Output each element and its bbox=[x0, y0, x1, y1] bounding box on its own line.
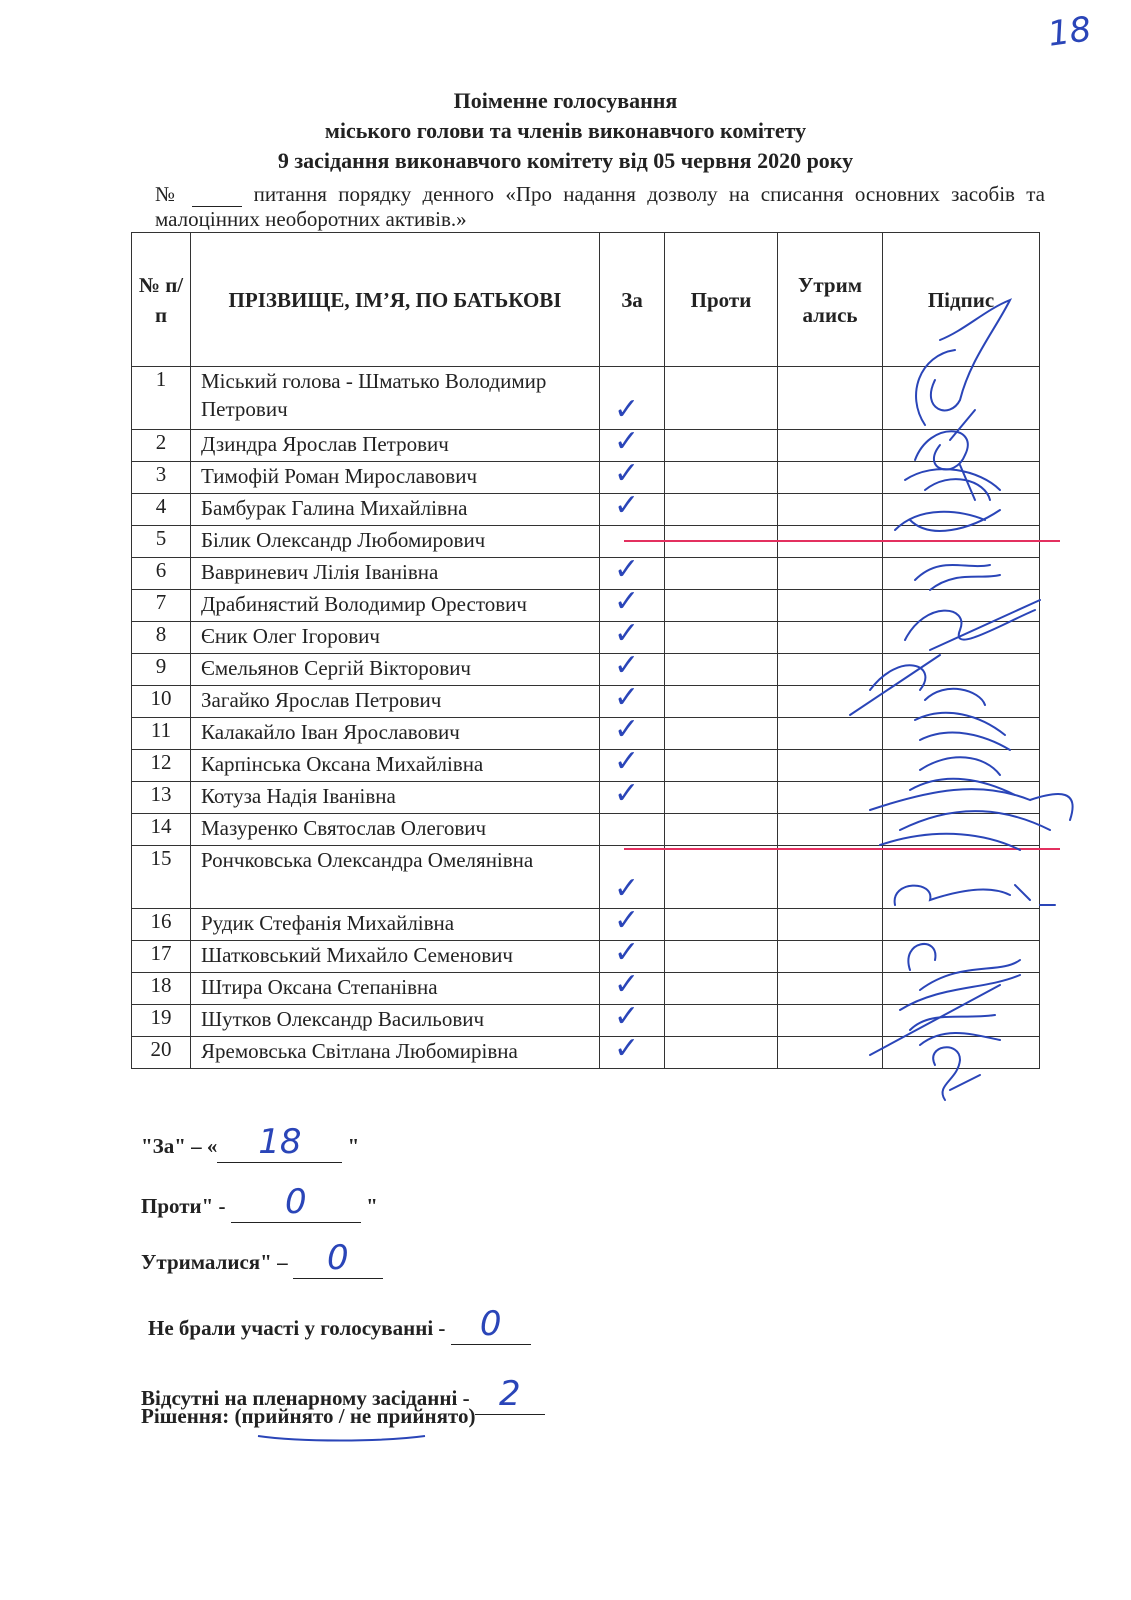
signature-cell bbox=[883, 814, 1040, 846]
vote-against-cell bbox=[665, 462, 778, 494]
vote-against-cell bbox=[665, 718, 778, 750]
row-number: 20 bbox=[132, 1037, 191, 1069]
check-mark-icon: ✓ bbox=[614, 456, 640, 491]
vote-against-cell bbox=[665, 686, 778, 718]
vote-abstained-cell bbox=[778, 1037, 883, 1069]
tally-for-value: 18 bbox=[258, 1122, 302, 1162]
row-number: 16 bbox=[132, 909, 191, 941]
vote-for-cell bbox=[600, 1031, 665, 1069]
agenda-number-blank bbox=[192, 182, 242, 207]
vote-against-cell bbox=[665, 367, 778, 430]
member-name: Рончковська Олександра Омелянівна bbox=[191, 846, 600, 909]
signature-cell bbox=[883, 430, 1040, 462]
vote-against-cell bbox=[665, 430, 778, 462]
row-number: 10 bbox=[132, 686, 191, 718]
vote-abstained-cell bbox=[778, 750, 883, 782]
voting-table bbox=[131, 232, 1040, 1069]
member-name: Вавриневич Лілія Іванівна bbox=[191, 558, 600, 590]
check-mark-icon: ✓ bbox=[614, 903, 640, 938]
table-row bbox=[132, 462, 1040, 494]
vote-abstained-cell bbox=[778, 718, 883, 750]
tally-not-voting-label: Не брали участі у голосуванні - bbox=[148, 1316, 446, 1340]
header-num: № п/ п bbox=[132, 233, 191, 367]
member-name: Карпінська Оксана Михайлівна bbox=[191, 750, 600, 782]
signature-cell bbox=[883, 558, 1040, 590]
table-row bbox=[132, 750, 1040, 782]
table-row bbox=[132, 367, 1040, 430]
vote-against-cell bbox=[665, 558, 778, 590]
signature-cell bbox=[883, 750, 1040, 782]
table-row bbox=[132, 686, 1040, 718]
vote-abstained-cell bbox=[778, 558, 883, 590]
member-name: Яремовська Світлана Любомирівна bbox=[191, 1037, 600, 1069]
row-number: 12 bbox=[132, 750, 191, 782]
header-against: Проти bbox=[665, 233, 778, 367]
vote-against-cell bbox=[665, 941, 778, 973]
tally-against-blank bbox=[231, 1182, 361, 1223]
signature-cell bbox=[883, 718, 1040, 750]
vote-abstained-cell bbox=[778, 462, 883, 494]
member-name: Котуза Надія Іванівна bbox=[191, 782, 600, 814]
signature-cell bbox=[883, 654, 1040, 686]
agenda-number-prefix: № bbox=[155, 182, 182, 206]
row-number: 18 bbox=[132, 973, 191, 1005]
vote-against-cell bbox=[665, 750, 778, 782]
strike-line-row-5 bbox=[624, 540, 1060, 542]
row-number: 6 bbox=[132, 558, 191, 590]
row-number: 13 bbox=[132, 782, 191, 814]
table-row bbox=[132, 430, 1040, 462]
check-mark-icon: ✓ bbox=[614, 776, 640, 811]
signature-cell bbox=[883, 590, 1040, 622]
table-row bbox=[132, 973, 1040, 1005]
table-row bbox=[132, 909, 1040, 941]
tally-against-label: Проти" - bbox=[141, 1194, 226, 1218]
vote-against-cell bbox=[665, 846, 778, 909]
agenda-text: питання порядку денного «Про надання дозволу на списання основних засобів та малоцінних необоротних активів.» bbox=[155, 182, 1045, 231]
tally-against bbox=[141, 1182, 378, 1223]
member-name: Дзиндра Ярослав Петрович bbox=[191, 430, 600, 462]
title-line-3: 9 засідання виконавчого комітету від 05 червня 2020 року bbox=[277, 148, 854, 173]
row-number: 15 bbox=[132, 846, 191, 909]
decision bbox=[141, 1404, 475, 1429]
row-number: 5 bbox=[132, 526, 191, 558]
check-mark-icon: ✓ bbox=[614, 424, 640, 459]
member-name: Шутков Олександр Васильович bbox=[191, 1005, 600, 1037]
check-mark-icon: ✓ bbox=[614, 648, 640, 683]
vote-against-cell bbox=[665, 622, 778, 654]
check-mark-icon: ✓ bbox=[614, 999, 640, 1034]
vote-for-cell bbox=[600, 776, 665, 814]
signature-cell bbox=[883, 686, 1040, 718]
row-number: 4 bbox=[132, 494, 191, 526]
check-mark-icon: ✓ bbox=[614, 1031, 640, 1066]
signature-cell bbox=[883, 973, 1040, 1005]
vote-abstained-cell bbox=[778, 941, 883, 973]
vote-against-cell bbox=[665, 814, 778, 846]
tally-against-value: 0 bbox=[284, 1182, 307, 1222]
table-row bbox=[132, 622, 1040, 654]
row-number: 17 bbox=[132, 941, 191, 973]
tally-for-close: " bbox=[347, 1134, 360, 1158]
signature-cell bbox=[883, 909, 1040, 941]
vote-against-cell bbox=[665, 973, 778, 1005]
header-abstained: Утрим ались bbox=[778, 233, 883, 367]
vote-against-cell bbox=[665, 590, 778, 622]
tally-absent-label: Відсутні на пленарному засіданні - bbox=[141, 1386, 470, 1410]
vote-abstained-cell bbox=[778, 590, 883, 622]
signature-cell bbox=[883, 622, 1040, 654]
row-number: 1 bbox=[132, 367, 191, 430]
table-row bbox=[132, 1005, 1040, 1037]
vote-abstained-cell bbox=[778, 654, 883, 686]
member-name: Білик Олександр Любомирович bbox=[191, 526, 600, 558]
member-name: Шатковський Михайло Семенович bbox=[191, 941, 600, 973]
table-row bbox=[132, 494, 1040, 526]
vote-for-cell bbox=[600, 814, 665, 846]
vote-for-cell bbox=[600, 846, 665, 909]
vote-for-cell bbox=[600, 488, 665, 526]
vote-abstained-cell bbox=[778, 782, 883, 814]
table-row bbox=[132, 654, 1040, 686]
signature-cell bbox=[883, 494, 1040, 526]
tally-abstained-blank bbox=[293, 1238, 383, 1279]
vote-for-cell bbox=[600, 367, 665, 430]
vote-abstained-cell bbox=[778, 909, 883, 941]
signature-cell bbox=[883, 941, 1040, 973]
tally-for-blank bbox=[217, 1122, 342, 1163]
member-name: Мазуренко Святослав Олегович bbox=[191, 814, 600, 846]
signature-cell bbox=[883, 1037, 1040, 1069]
vote-abstained-cell bbox=[778, 622, 883, 654]
header-name: ПРІЗВИЩЕ, ІМ’Я, ПО БАТЬКОВІ bbox=[191, 233, 600, 367]
member-name: Рудик Стефанія Михайлівна bbox=[191, 909, 600, 941]
tally-abstained-label: Утрималися" – bbox=[141, 1250, 288, 1274]
vote-against-cell bbox=[665, 654, 778, 686]
member-name: Калакайло Іван Ярославович bbox=[191, 718, 600, 750]
row-number: 8 bbox=[132, 622, 191, 654]
header-for: За bbox=[600, 233, 665, 367]
title-line-1: Поіменне голосування bbox=[453, 88, 678, 113]
agenda-item bbox=[155, 182, 1045, 231]
vote-against-cell bbox=[665, 494, 778, 526]
vote-abstained-cell bbox=[778, 494, 883, 526]
check-mark-icon: ✓ bbox=[614, 584, 640, 619]
tally-not-voting-blank bbox=[451, 1304, 531, 1345]
row-number: 11 bbox=[132, 718, 191, 750]
tally-absent-blank bbox=[475, 1374, 545, 1415]
signature-cell bbox=[883, 1005, 1040, 1037]
table-row bbox=[132, 941, 1040, 973]
member-name: Ємельянов Сергій Вікторович bbox=[191, 654, 600, 686]
title-line-2: міського голови та членів виконавчого комітету bbox=[324, 118, 807, 143]
header-signature: Підпис bbox=[883, 233, 1040, 367]
member-name: Тимофій Роман Мирославович bbox=[191, 462, 600, 494]
tally-abstained-value: 0 bbox=[327, 1238, 349, 1278]
tally-for-label: "За" – « bbox=[141, 1134, 218, 1158]
table-row bbox=[132, 590, 1040, 622]
vote-against-cell bbox=[665, 1037, 778, 1069]
table-row bbox=[132, 558, 1040, 590]
check-mark-icon: ✓ bbox=[614, 392, 640, 427]
check-mark-icon: ✓ bbox=[614, 967, 640, 1002]
table-row bbox=[132, 782, 1040, 814]
row-number: 19 bbox=[132, 1005, 191, 1037]
check-mark-icon: ✓ bbox=[614, 935, 640, 970]
vote-abstained-cell bbox=[778, 686, 883, 718]
check-mark-icon: ✓ bbox=[614, 680, 640, 715]
tally-not-voting bbox=[148, 1304, 531, 1345]
vote-abstained-cell bbox=[778, 814, 883, 846]
member-name: Бамбурак Галина Михайлівна bbox=[191, 494, 600, 526]
check-mark-icon: ✓ bbox=[614, 552, 640, 587]
vote-abstained-cell bbox=[778, 430, 883, 462]
member-name: Міський голова - Шматько Володимир Петрович bbox=[191, 367, 600, 430]
check-mark-icon: ✓ bbox=[614, 616, 640, 651]
row-number: 7 bbox=[132, 590, 191, 622]
vote-against-cell bbox=[665, 1005, 778, 1037]
vote-abstained-cell bbox=[778, 973, 883, 1005]
check-mark-icon: ✓ bbox=[614, 871, 640, 906]
signature-cell bbox=[883, 846, 1040, 909]
tally-not-voting-value: 0 bbox=[479, 1304, 502, 1344]
table-row bbox=[132, 718, 1040, 750]
vote-abstained-cell bbox=[778, 1005, 883, 1037]
signature-cell bbox=[883, 367, 1040, 430]
check-mark-icon: ✓ bbox=[614, 488, 640, 523]
tally-for bbox=[141, 1122, 359, 1163]
signature-cell bbox=[883, 462, 1040, 494]
vote-against-cell bbox=[665, 782, 778, 814]
tally-abstained bbox=[141, 1238, 383, 1279]
member-name: Загайко Ярослав Петрович bbox=[191, 686, 600, 718]
row-number: 14 bbox=[132, 814, 191, 846]
table-row bbox=[132, 1037, 1040, 1069]
tally-against-close: " bbox=[366, 1194, 378, 1218]
member-name: Єник Олег Ігорович bbox=[191, 622, 600, 654]
strike-line-row-14 bbox=[624, 848, 1060, 850]
page-number: 18 bbox=[1045, 9, 1094, 55]
vote-abstained-cell bbox=[778, 846, 883, 909]
member-name: Драбинястий Володимир Орестович bbox=[191, 590, 600, 622]
check-mark-icon: ✓ bbox=[614, 744, 640, 779]
vote-against-cell bbox=[665, 909, 778, 941]
member-name: Штира Оксана Степанівна bbox=[191, 973, 600, 1005]
signature-cell bbox=[883, 782, 1040, 814]
row-number: 3 bbox=[132, 462, 191, 494]
table-row bbox=[132, 814, 1040, 846]
tally-absent-value: 2 bbox=[499, 1374, 521, 1414]
row-number: 2 bbox=[132, 430, 191, 462]
check-mark-icon: ✓ bbox=[614, 712, 640, 747]
table-row bbox=[132, 846, 1040, 909]
row-number: 9 bbox=[132, 654, 191, 686]
decision-label: Рішення: (прийнято / не прийнято) bbox=[141, 1404, 476, 1428]
table-header-row bbox=[132, 233, 1040, 367]
vote-abstained-cell bbox=[778, 367, 883, 430]
